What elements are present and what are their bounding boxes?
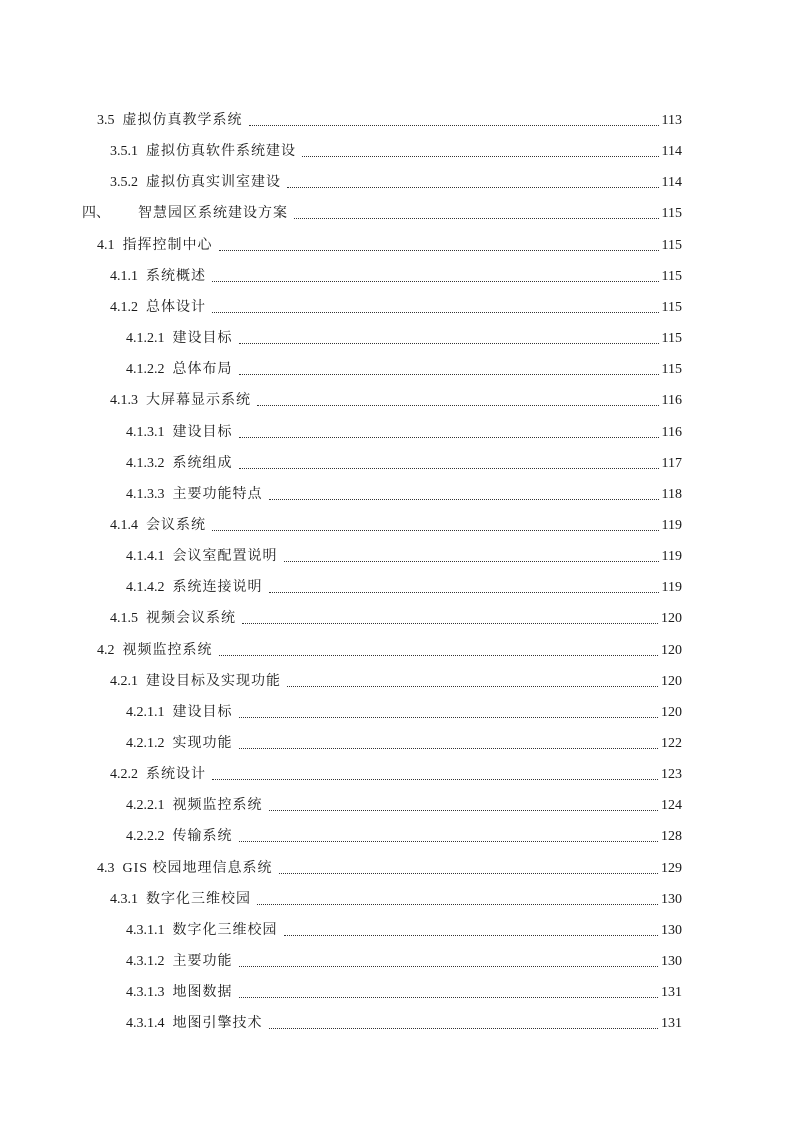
toc-entry-number: 4.1.2 [110, 299, 138, 315]
toc-entry-title: 视频会议系统 [146, 611, 236, 627]
toc-entry[interactable] [126, 357, 682, 379]
toc-entry-page: 123 [661, 767, 682, 783]
dot-leader [257, 891, 658, 909]
toc-entry-number: 4.1.2.2 [126, 362, 165, 378]
toc-entry-page: 130 [661, 891, 682, 907]
toc-entry-page: 115 [661, 206, 682, 222]
dot-leader [219, 642, 659, 660]
toc-entry-page: 120 [661, 642, 682, 658]
toc-entry-title: 指挥控制中心 [122, 237, 213, 253]
toc-entry-title: 建设目标 [172, 424, 233, 440]
toc-entry-page: 120 [661, 611, 682, 627]
toc-entry[interactable] [97, 638, 682, 660]
dot-leader [287, 673, 658, 691]
toc-entry-number: 4.2.1 [110, 673, 138, 689]
toc-entry-title: 视频监控系统 [122, 642, 213, 658]
toc-entry[interactable] [126, 980, 682, 1002]
toc-entry-number: 4.1.4.2 [126, 580, 165, 596]
dot-leader [249, 112, 659, 130]
dot-leader [212, 517, 659, 535]
toc-entry-page: 120 [661, 704, 682, 720]
toc-entry-title: 大屏幕显示系统 [146, 393, 251, 409]
toc-entry-page: 114 [661, 144, 682, 160]
dot-leader [239, 424, 659, 442]
toc-entry[interactable] [110, 606, 682, 628]
toc-entry-number: 4.3.1.4 [126, 1016, 165, 1032]
toc-entry-title: 智慧园区系统建设方案 [138, 206, 288, 222]
toc-entry-page: 124 [661, 798, 682, 814]
dot-leader [279, 860, 658, 878]
toc-entry[interactable] [110, 669, 682, 691]
toc-entry-number: 3.5 [97, 113, 115, 128]
toc-entry[interactable] [126, 326, 682, 348]
toc-entry-title: 传输系统 [172, 829, 233, 845]
toc-entry-number: 4.1.1 [110, 268, 138, 284]
dot-leader [257, 392, 659, 410]
toc-entry-title: 地图引擎技术 [172, 1016, 263, 1032]
toc-entry[interactable] [110, 139, 682, 161]
dot-leader [219, 237, 659, 255]
toc-entry-number: 4.2.2.2 [126, 829, 165, 845]
toc-entry[interactable] [126, 575, 682, 597]
toc-entry-number: 4.2.1.2 [126, 736, 165, 751]
toc-entry[interactable] [82, 201, 682, 223]
toc-entry-page: 116 [661, 424, 682, 440]
toc-entry-page: 115 [661, 331, 682, 347]
toc-entry-title: 会议系统 [146, 517, 206, 533]
toc-entry-page: 114 [661, 175, 682, 191]
toc-entry[interactable] [126, 482, 682, 504]
dot-leader [239, 828, 659, 846]
dot-leader [284, 548, 659, 566]
toc-entry[interactable] [126, 420, 682, 442]
toc-entry-number: 4.3 [97, 860, 115, 876]
toc-entry-title: 主要功能特点 [172, 486, 263, 502]
toc-entry-number: 4.1.4 [110, 517, 138, 533]
toc-entry-page: 131 [661, 985, 682, 1001]
toc-entry[interactable] [110, 887, 682, 909]
toc-entry-page: 116 [661, 393, 682, 409]
toc-entry-number: 4.3.1 [110, 891, 138, 907]
toc-entry-page: 115 [661, 268, 682, 284]
dot-leader [239, 361, 659, 379]
toc-entry[interactable] [126, 700, 682, 722]
toc-entry-number: 4.2.2 [110, 767, 138, 783]
toc-entry-title: 系统连接说明 [172, 580, 263, 596]
toc-entry-page: 119 [661, 517, 682, 533]
toc-entry[interactable] [97, 108, 682, 130]
toc-entry-number: 3.5.1 [110, 144, 138, 160]
toc-entry-title: 会议室配置说明 [172, 549, 278, 565]
toc-entry[interactable] [110, 295, 682, 317]
toc-entry-number: 3.5.2 [110, 175, 138, 191]
toc-entry[interactable] [110, 388, 682, 410]
toc-entry-page: 115 [661, 362, 682, 378]
dot-leader [294, 205, 659, 223]
dot-leader [239, 704, 659, 722]
toc-entry-title: 总体布局 [172, 362, 233, 378]
toc-entry-page: 129 [661, 860, 682, 876]
toc-entry-page: 115 [661, 237, 682, 253]
dot-leader [284, 922, 659, 940]
toc-entry-title: 系统组成 [172, 455, 233, 471]
toc-entry-number: 四、 [82, 206, 110, 222]
toc-entry-number: 4.2.2.1 [126, 798, 165, 814]
toc-entry-title: 建设目标 [172, 704, 233, 720]
toc-entry-number: 4.1.3 [110, 393, 138, 409]
dot-leader [242, 610, 658, 628]
toc-entry-title: 总体设计 [146, 299, 206, 315]
toc-entry-number: 4.3.1.1 [126, 922, 165, 938]
dot-leader [212, 268, 659, 286]
toc-entry[interactable] [126, 918, 682, 940]
dot-leader [239, 330, 659, 348]
toc-entry-title: 虚拟仿真教学系统 [122, 113, 243, 128]
toc-entry-page: 119 [661, 549, 682, 565]
toc-entry-page: 131 [661, 1016, 682, 1032]
dot-leader [269, 486, 659, 504]
toc-entry-title: 虚拟仿真软件系统建设 [146, 144, 296, 160]
toc-entry-title: 地图数据 [172, 985, 233, 1001]
toc-entry-number: 4.1.3.2 [126, 455, 165, 471]
toc-entry-page: 118 [661, 486, 682, 502]
toc-entry-page: 115 [661, 299, 682, 315]
toc-entry[interactable] [126, 824, 682, 846]
toc-entry[interactable] [126, 949, 682, 971]
toc-entry[interactable] [126, 1011, 682, 1033]
toc-entry[interactable] [97, 856, 682, 878]
toc-entry-page: 117 [661, 455, 682, 471]
toc-entry[interactable] [110, 170, 682, 192]
dot-leader [239, 984, 659, 1002]
toc-entry-title: 建设目标 [172, 331, 233, 347]
toc-entry-title: 数字化三维校园 [146, 891, 251, 907]
toc-entry-title: 数字化三维校园 [172, 922, 278, 938]
toc-entry-number: 4.1 [97, 237, 115, 253]
toc-entry[interactable] [110, 513, 682, 535]
dot-leader [239, 455, 659, 473]
toc-entry-number: 4.2 [97, 642, 115, 658]
toc-entry-title: GIS 校园地理信息系统 [122, 860, 273, 876]
toc-entry-number: 4.1.3.3 [126, 486, 165, 502]
dot-leader [239, 735, 659, 753]
toc-entry-title: 系统概述 [146, 268, 206, 284]
toc-entry-page: 130 [661, 954, 682, 970]
toc-entry-page: 119 [661, 580, 682, 596]
toc-entry[interactable] [110, 762, 682, 784]
toc-entry-page: 128 [661, 829, 682, 845]
toc-entry-page: 120 [661, 673, 682, 689]
toc-entry[interactable] [126, 731, 682, 753]
toc-entry[interactable] [126, 793, 682, 815]
toc-entry-title: 虚拟仿真实训室建设 [146, 175, 281, 191]
toc-entry-page: 122 [661, 736, 682, 751]
toc-entry-number: 4.3.1.2 [126, 954, 165, 970]
toc-entry-number: 4.2.1.1 [126, 704, 165, 720]
toc-entry[interactable] [97, 233, 682, 255]
dot-leader [212, 766, 658, 784]
toc-entry-title: 建设目标及实现功能 [146, 673, 281, 689]
toc-entry[interactable] [126, 544, 682, 566]
toc-entry-page: 113 [661, 113, 682, 128]
toc-entry-page: 130 [661, 922, 682, 938]
toc-entry-title: 系统设计 [146, 767, 206, 783]
dot-leader [269, 579, 659, 597]
toc-entry-number: 4.1.5 [110, 611, 138, 627]
dot-leader [302, 143, 659, 161]
dot-leader [239, 953, 659, 971]
toc-entry-title: 实现功能 [172, 736, 233, 751]
dot-leader [287, 174, 659, 192]
toc-entry[interactable] [110, 264, 682, 286]
toc-entry[interactable] [126, 451, 682, 473]
dot-leader [212, 299, 659, 317]
toc-entry-number: 4.3.1.3 [126, 985, 165, 1001]
toc-entry-title: 视频监控系统 [172, 798, 263, 814]
toc-entry-number: 4.1.3.1 [126, 424, 165, 440]
toc-entry-number: 4.1.2.1 [126, 331, 165, 347]
dot-leader [269, 797, 659, 815]
dot-leader [269, 1015, 659, 1033]
toc-entry-title: 主要功能 [172, 954, 233, 970]
toc-entry-number: 4.1.4.1 [126, 549, 165, 565]
